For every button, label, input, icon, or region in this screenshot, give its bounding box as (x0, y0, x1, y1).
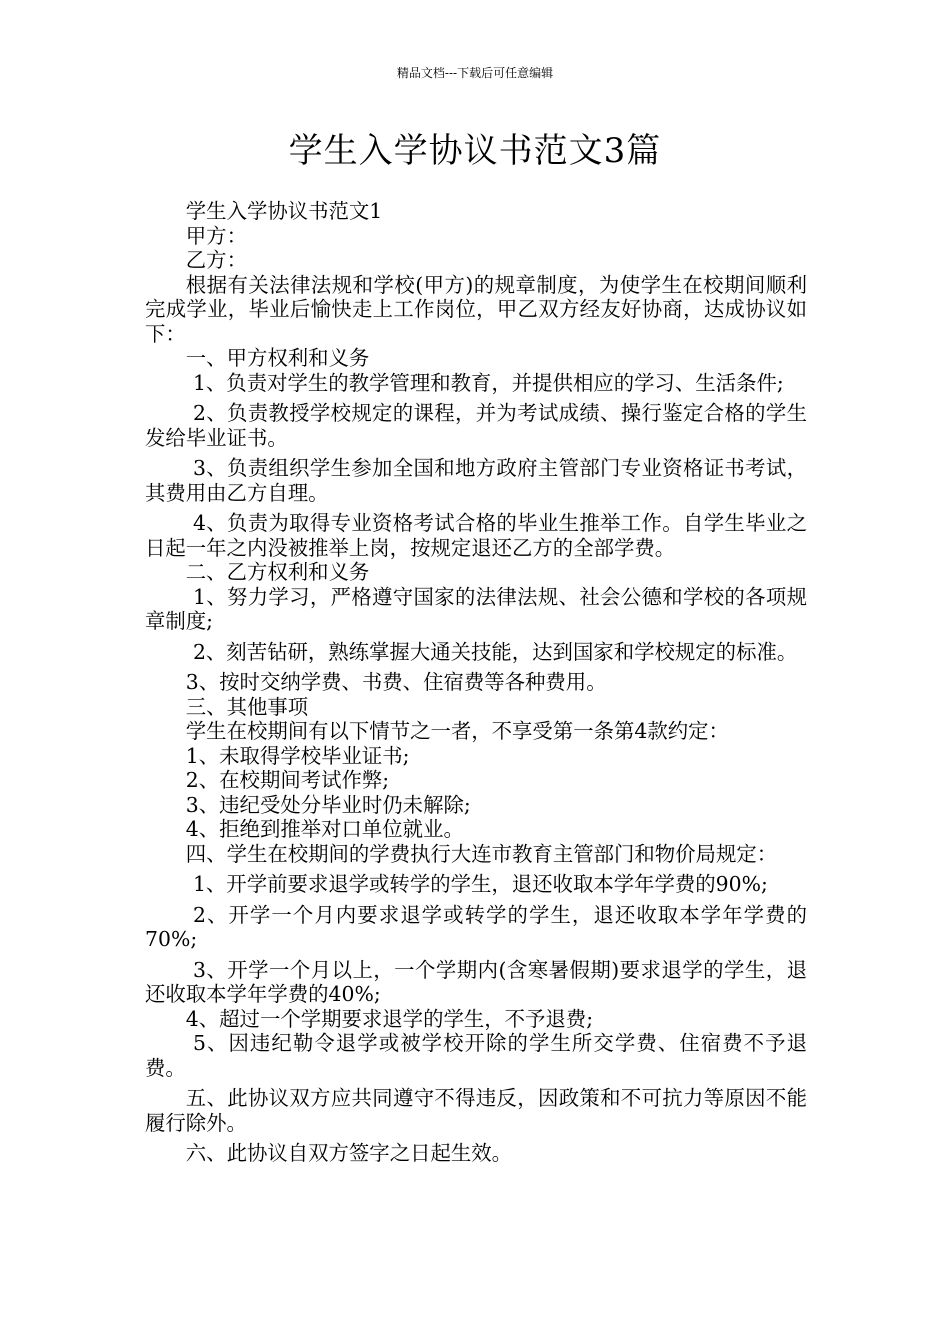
paragraph: 六、此协议自双方签字之日起生效。 (185, 1141, 513, 1165)
paragraph: 三、其他事项 (185, 694, 309, 719)
paragraph: 一、甲方权利和义务 (185, 346, 370, 370)
paragraph: 五、此协议双方应共同遵守不得违反，因政策和不可抗力等原因不能履行除外。 (145, 1086, 807, 1135)
paragraph: 乙方： (185, 248, 247, 272)
paragraph: 1、努力学习，严格遵守国家的法律法规、社会公德和学校的各项规章制度; (145, 584, 807, 633)
paragraph: 学生入学协议书范文1 (185, 199, 383, 223)
paragraph: 3、按时交纳学费、书费、住宿费等各种费用。 (185, 670, 607, 694)
paragraph: 甲方： (185, 223, 247, 248)
paragraph: 4、拒绝到推举对口单位就业。 (185, 817, 464, 841)
page-header-note: 精品文档---下载后可任意编辑 (396, 66, 554, 80)
paragraph: 1、未取得学校毕业证书; (185, 743, 410, 768)
paragraph: 学生在校期间有以下情节之一者，不享受第一条第4款约定： (185, 719, 729, 743)
paragraph: 四、学生在校期间的学费执行大连市教育主管部门和物价局规定： (185, 841, 778, 866)
document-title: 学生入学协议书范文3篇 (288, 131, 662, 171)
paragraph: 2、刻苦钻研，熟练掌握大通关技能，达到国家和学校规定的标准。 (192, 639, 798, 664)
paragraph: 二、乙方权利和义务 (185, 560, 370, 584)
paragraph: 2、负责教授学校规定的课程，并为考试成绩、操行鉴定合格的学生发给毕业证书。 (145, 401, 807, 450)
paragraph: 4、负责为取得专业资格考试合格的毕业生推举工作。自学生毕业之日起一年之内没被推举上岗，按规定退还乙方的全部学费。 (145, 511, 807, 560)
paragraph: 1、开学前要求退学或转学的学生，退还收取本学年学费的90%; (192, 872, 768, 896)
document-body (145, 199, 807, 1166)
paragraph: 3、违纪受处分毕业时仍未解除; (185, 792, 471, 817)
paragraph: 3、负责组织学生参加全国和地方政府主管部门专业资格证书考试，其费用由乙方自理。 (145, 456, 807, 505)
paragraph: 2、在校期间考试作弊; (185, 768, 390, 792)
paragraph: 1、负责对学生的教学管理和教育，并提供相应的学习、生活条件; (192, 370, 784, 395)
paragraph: 3、开学一个月以上，一个学期内(含寒暑假期)要求退学的学生，退还收取本学年学费的40%; (145, 957, 807, 1006)
paragraph: 5、因违纪勒令退学或被学校开除的学生所交学费、住宿费不予退费。 (145, 1031, 807, 1080)
paragraph: 4、超过一个学期要求退学的学生，不予退费; (185, 1006, 594, 1031)
paragraph: 根据有关法律法规和学校(甲方)的规章制度，为使学生在校期间顺利完成学业，毕业后愉快走上工作岗位，甲乙双方经友好协商，达成协议如下： (145, 272, 807, 346)
paragraph: 2、开学一个月内要求退学或转学的学生，退还收取本学年学费的70%; (145, 902, 807, 951)
